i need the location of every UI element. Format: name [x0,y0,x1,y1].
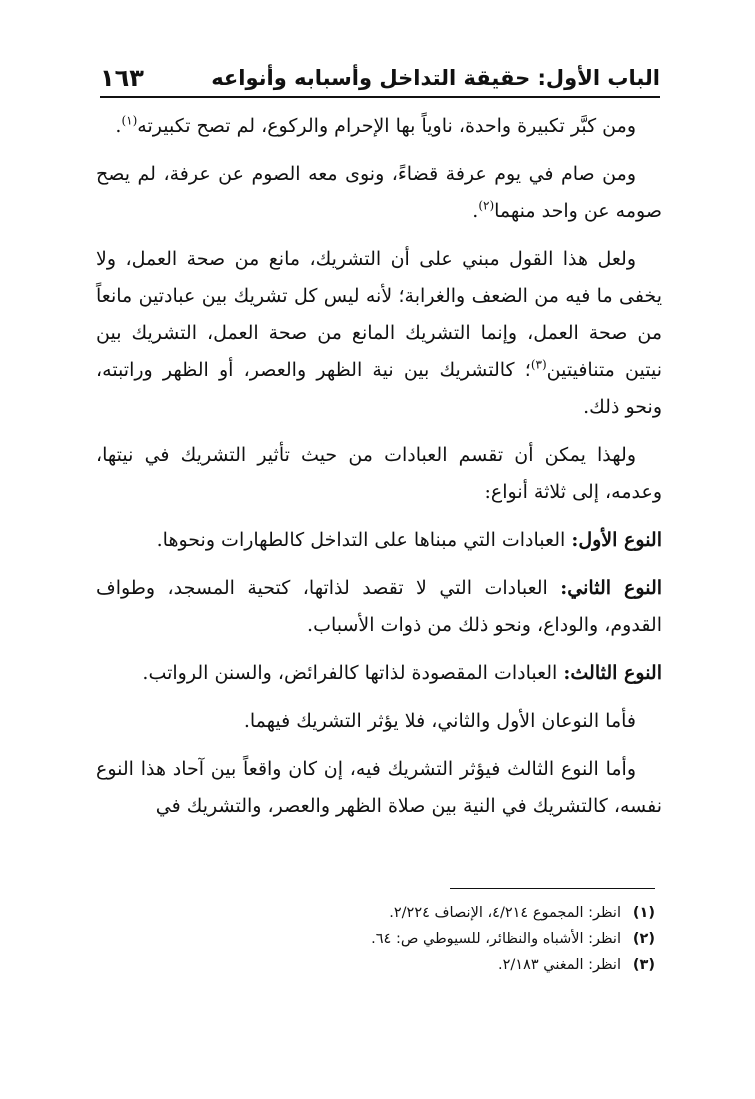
chapter-title: الباب الأول: حقيقة التداخل وأسبابه وأنواعه [211,66,660,90]
running-header [100,52,660,98]
footnote-ref[interactable]: (٣) [530,357,547,372]
kind-item: النوع الثاني: العبادات التي لا تقصد لذاتها، كتحية المسجد، وطواف القدوم، والوداع، ونحو ذلك من ذوات الأسباب. [96,577,663,636]
footnote-item: (٣)انظر: المغني ٢/١٨٣. [497,957,655,973]
paragraph: ومن صام في يوم عرفة قضاءً، ونوى معه الصوم عن عرفة، لم يصح صومه عن واحد منهما$^{(٢)}$. [96,163,662,222]
footnote-item: (١)انظر: المجموع ٤/٢١٤، الإنصاف ٢/٢٢٤. [389,905,655,921]
kind-label: النوع الثالث: [563,662,662,684]
paragraph: فأما النوعان الأول والثاني، فلا يؤثر التشريك فيهما. [243,710,636,732]
main-text [96,108,662,836]
paragraph: ومن كبَّر تكبيرة واحدة، ناوياً بها الإحرام والركوع، لم تصح تكبيرته$^{(١)}$. [115,113,636,137]
footnote-ref[interactable]: (٢) [478,198,495,213]
paragraph: ولعل هذا القول مبني على أن التشريك، مانع من صحة العمل، ولا يخفى ما فيه من الضعف والغرابة؛ لأنه ليس كل تشريك بين عبادتين مانعاً من صحة العمل، وإنما التشريك المانع من صحة العمل، التشريك بين نيتين متنافيتين$^{(٣)}$؛ كالتشريك بين نية الظهر والعصر، أو الظهر وراتبته، ونحو ذلك. [96,248,662,418]
kind-item: النوع الثالث: العبادات المقصودة لذاتها كالفرائض، والسنن الرواتب. [142,662,662,684]
kind-item: النوع الأول: العبادات التي مبناها على التداخل كالطهارات ونحوها. [156,529,662,551]
kind-label: النوع الثاني: [560,577,663,599]
kind-label: النوع الأول: [571,529,662,551]
footnote-item: (٢)انظر: الأشباه والنظائر، للسيوطي ص: ٦٤. [371,931,655,947]
page-number: ١٦٣ [100,64,144,92]
paragraph: ولهذا يمكن أن تقسم العبادات من حيث تأثير التشريك في نيتها، وعدمه، إلى ثلاثة أنواع: [96,444,662,503]
footnotes [250,900,655,978]
footnote-ref[interactable]: (١) [121,113,138,128]
footnote-divider [450,888,655,889]
paragraph: وأما النوع الثالث فيؤثر التشريك فيه، إن كان واقعاً بين آحاد هذا النوع نفسه، كالتشريك في النية بين صلاة الظهر والعصر، والتشريك في [96,758,662,817]
